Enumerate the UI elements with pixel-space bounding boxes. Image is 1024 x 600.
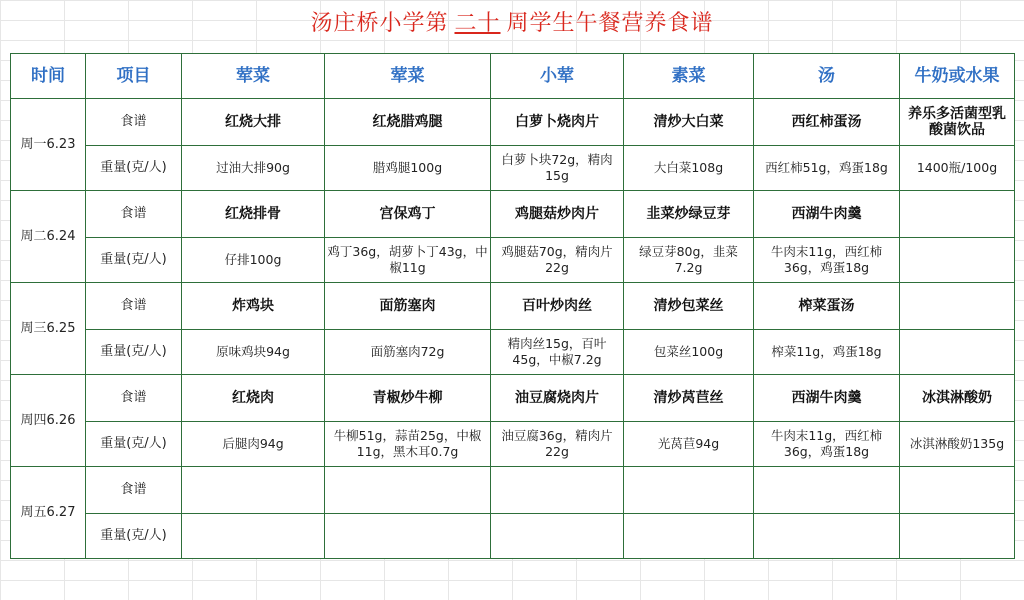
qty-cell[interactable]: 大白菜108g: [624, 146, 754, 191]
header-item[interactable]: 项目: [86, 54, 182, 99]
qty-cell[interactable]: 精肉丝15g，百叶45g，中椒7.2g: [491, 330, 624, 375]
dish-cell[interactable]: 西湖牛肉羹: [754, 191, 900, 238]
qty-cell[interactable]: [182, 514, 325, 559]
dish-cell[interactable]: 百叶炒肉丝: [491, 283, 624, 330]
qty-cell[interactable]: 鸡丁36g，胡萝卜丁43g，中椒11g: [325, 238, 491, 283]
qty-cell[interactable]: [900, 238, 1015, 283]
dish-cell[interactable]: 青椒炒牛柳: [325, 375, 491, 422]
header-row: [11, 54, 1015, 99]
qty-cell[interactable]: [900, 330, 1015, 375]
dish-cell[interactable]: 清炒莴苣丝: [624, 375, 754, 422]
table-row: [11, 467, 1015, 514]
row-label-dish[interactable]: 食谱: [86, 375, 182, 422]
dish-cell[interactable]: 鸡腿菇炒肉片: [491, 191, 624, 238]
qty-cell[interactable]: 冰淇淋酸奶135g: [900, 422, 1015, 467]
dish-cell[interactable]: 炸鸡块: [182, 283, 325, 330]
qty-cell[interactable]: [900, 514, 1015, 559]
header-soup[interactable]: 汤: [754, 54, 900, 99]
qty-cell[interactable]: 腊鸡腿100g: [325, 146, 491, 191]
qty-cell[interactable]: 光莴苣94g: [624, 422, 754, 467]
dish-cell[interactable]: 榨菜蛋汤: [754, 283, 900, 330]
row-label-qty[interactable]: 重量(克/人): [86, 514, 182, 559]
qty-cell[interactable]: 面筋塞肉72g: [325, 330, 491, 375]
dish-cell[interactable]: [624, 467, 754, 514]
table-row: [11, 330, 1015, 375]
dish-cell[interactable]: [325, 467, 491, 514]
menu-table: [10, 53, 1015, 559]
dish-cell[interactable]: [900, 191, 1015, 238]
dish-cell[interactable]: 韭菜炒绿豆芽: [624, 191, 754, 238]
qty-cell[interactable]: 1400瓶/100g: [900, 146, 1015, 191]
dish-cell[interactable]: 红烧排骨: [182, 191, 325, 238]
table-row: [11, 422, 1015, 467]
header-meat-1[interactable]: 荤菜: [182, 54, 325, 99]
page-title: [0, 4, 1024, 44]
dish-cell[interactable]: 白萝卜烧肉片: [491, 99, 624, 146]
dish-cell[interactable]: 西湖牛肉羹: [754, 375, 900, 422]
header-meat-2[interactable]: 荤菜: [325, 54, 491, 99]
dish-cell[interactable]: 西红柿蛋汤: [754, 99, 900, 146]
dish-cell[interactable]: 红烧肉: [182, 375, 325, 422]
row-label-dish[interactable]: 食谱: [86, 191, 182, 238]
row-label-qty[interactable]: 重量(克/人): [86, 146, 182, 191]
qty-cell[interactable]: 油豆腐36g，精肉片22g: [491, 422, 624, 467]
title-prefix: 汤庄桥小学第: [310, 11, 449, 36]
dish-cell[interactable]: 清炒大白菜: [624, 99, 754, 146]
dish-cell[interactable]: 红烧腊鸡腿: [325, 99, 491, 146]
dish-cell[interactable]: [491, 467, 624, 514]
day-cell[interactable]: 周三6.25: [11, 283, 86, 375]
qty-cell[interactable]: 仔排100g: [182, 238, 325, 283]
dish-cell[interactable]: [900, 283, 1015, 330]
qty-cell[interactable]: 白萝卜块72g，精肉15g: [491, 146, 624, 191]
qty-cell[interactable]: [754, 514, 900, 559]
day-cell[interactable]: 周一6.23: [11, 99, 86, 191]
dish-cell[interactable]: 养乐多活菌型乳酸菌饮品: [900, 99, 1015, 146]
header-milk-fruit[interactable]: 牛奶或水果: [900, 54, 1015, 99]
row-label-dish[interactable]: 食谱: [86, 283, 182, 330]
row-label-dish[interactable]: 食谱: [86, 467, 182, 514]
dish-cell[interactable]: [182, 467, 325, 514]
table-row: [11, 191, 1015, 238]
dish-cell[interactable]: 冰淇淋酸奶: [900, 375, 1015, 422]
dish-cell[interactable]: 红烧大排: [182, 99, 325, 146]
day-cell[interactable]: 周五6.27: [11, 467, 86, 559]
row-label-qty[interactable]: 重量(克/人): [86, 422, 182, 467]
qty-cell[interactable]: 绿豆芽80g，韭菜7.2g: [624, 238, 754, 283]
dish-cell[interactable]: 宫保鸡丁: [325, 191, 491, 238]
dish-cell[interactable]: 油豆腐烧肉片: [491, 375, 624, 422]
qty-cell[interactable]: [624, 514, 754, 559]
qty-cell[interactable]: 鸡腿菇70g，精肉片22g: [491, 238, 624, 283]
table-row: [11, 375, 1015, 422]
qty-cell[interactable]: 榨菜11g，鸡蛋18g: [754, 330, 900, 375]
table-row: [11, 146, 1015, 191]
row-label-qty[interactable]: 重量(克/人): [86, 330, 182, 375]
title-suffix: 周学生午餐营养食谱: [506, 11, 714, 36]
qty-cell[interactable]: 包菜丝100g: [624, 330, 754, 375]
table-row: [11, 99, 1015, 146]
dish-cell[interactable]: 清炒包菜丝: [624, 283, 754, 330]
qty-cell[interactable]: [491, 514, 624, 559]
dish-cell[interactable]: 面筋塞肉: [325, 283, 491, 330]
qty-cell[interactable]: 牛肉末11g，西红柿36g，鸡蛋18g: [754, 422, 900, 467]
header-small-meat[interactable]: 小荤: [491, 54, 624, 99]
table-row: [11, 238, 1015, 283]
qty-cell[interactable]: [325, 514, 491, 559]
header-time[interactable]: 时间: [11, 54, 86, 99]
qty-cell[interactable]: 牛柳51g，蒜苗25g，中椒11g，黑木耳0.7g: [325, 422, 491, 467]
dish-cell[interactable]: [754, 467, 900, 514]
qty-cell[interactable]: 西红柿51g，鸡蛋18g: [754, 146, 900, 191]
qty-cell[interactable]: 牛肉末11g，西红柿36g，鸡蛋18g: [754, 238, 900, 283]
table-row: [11, 283, 1015, 330]
title-week-number[interactable]: 二十: [454, 11, 501, 36]
qty-cell[interactable]: 后腿肉94g: [182, 422, 325, 467]
qty-cell[interactable]: 过油大排90g: [182, 146, 325, 191]
table-row: [11, 514, 1015, 559]
header-vegetable[interactable]: 素菜: [624, 54, 754, 99]
day-cell[interactable]: 周四6.26: [11, 375, 86, 467]
row-label-dish[interactable]: 食谱: [86, 99, 182, 146]
qty-cell[interactable]: 原味鸡块94g: [182, 330, 325, 375]
dish-cell[interactable]: [900, 467, 1015, 514]
row-label-qty[interactable]: 重量(克/人): [86, 238, 182, 283]
day-cell[interactable]: 周二6.24: [11, 191, 86, 283]
